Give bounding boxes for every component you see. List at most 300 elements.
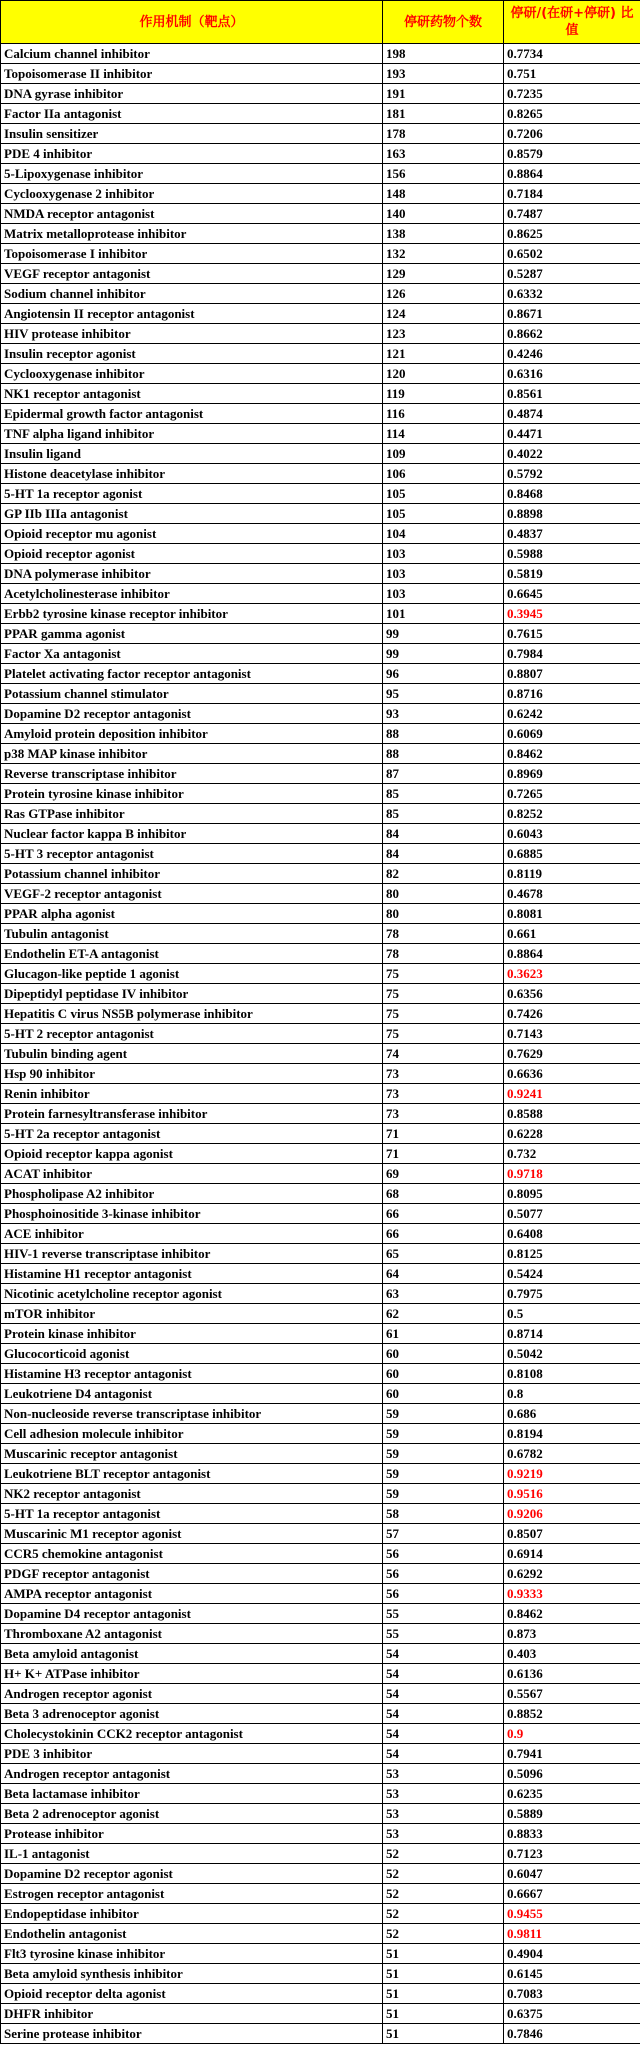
table-row bbox=[1, 1344, 640, 1364]
cell-ratio: 0.732 bbox=[504, 1144, 640, 1164]
cell-count: 51 bbox=[383, 1984, 504, 2004]
table-row bbox=[1, 724, 640, 744]
cell-ratio: 0.9241 bbox=[504, 1084, 640, 1104]
cell-mechanism: IL-1 antagonist bbox=[1, 1844, 383, 1864]
cell-ratio: 0.8507 bbox=[504, 1524, 640, 1544]
cell-count: 51 bbox=[383, 2004, 504, 2024]
cell-ratio: 0.4246 bbox=[504, 344, 640, 364]
table-row bbox=[1, 1144, 640, 1164]
cell-count: 85 bbox=[383, 804, 504, 824]
cell-count: 54 bbox=[383, 1724, 504, 1744]
cell-count: 78 bbox=[383, 924, 504, 944]
table-row bbox=[1, 1884, 640, 1904]
cell-mechanism: Tubulin binding agent bbox=[1, 1044, 383, 1064]
table-row bbox=[1, 464, 640, 484]
table-row bbox=[1, 44, 640, 64]
cell-mechanism: Hsp 90 inhibitor bbox=[1, 1064, 383, 1084]
cell-mechanism: Non-nucleoside reverse transcriptase inhibitor bbox=[1, 1404, 383, 1424]
table-row bbox=[1, 864, 640, 884]
cell-count: 99 bbox=[383, 644, 504, 664]
cell-count: 53 bbox=[383, 1784, 504, 1804]
cell-count: 59 bbox=[383, 1404, 504, 1424]
cell-mechanism: H+ K+ ATPase inhibitor bbox=[1, 1664, 383, 1684]
cell-ratio: 0.9516 bbox=[504, 1484, 640, 1504]
table-row bbox=[1, 124, 640, 144]
cell-mechanism: Factor Xa antagonist bbox=[1, 644, 383, 664]
cell-mechanism: Dopamine D2 receptor antagonist bbox=[1, 704, 383, 724]
cell-mechanism: HIV-1 reverse transcriptase inhibitor bbox=[1, 1244, 383, 1264]
table-row bbox=[1, 264, 640, 284]
cell-count: 63 bbox=[383, 1284, 504, 1304]
cell-ratio: 0.5819 bbox=[504, 564, 640, 584]
header-ratio: 停研/(在研+停研) 比值 bbox=[504, 1, 640, 44]
cell-count: 59 bbox=[383, 1484, 504, 1504]
cell-ratio: 0.9718 bbox=[504, 1164, 640, 1184]
cell-count: 84 bbox=[383, 844, 504, 864]
table-row bbox=[1, 544, 640, 564]
cell-count: 59 bbox=[383, 1464, 504, 1484]
cell-mechanism: Insulin receptor agonist bbox=[1, 344, 383, 364]
cell-mechanism: AMPA receptor antagonist bbox=[1, 1584, 383, 1604]
cell-mechanism: 5-HT 1a receptor agonist bbox=[1, 484, 383, 504]
cell-mechanism: ACE inhibitor bbox=[1, 1224, 383, 1244]
cell-count: 119 bbox=[383, 384, 504, 404]
cell-ratio: 0.3945 bbox=[504, 604, 640, 624]
cell-count: 103 bbox=[383, 564, 504, 584]
cell-mechanism: PPAR gamma agonist bbox=[1, 624, 383, 644]
cell-ratio: 0.8468 bbox=[504, 484, 640, 504]
cell-ratio: 0.7083 bbox=[504, 1984, 640, 2004]
cell-count: 106 bbox=[383, 464, 504, 484]
cell-mechanism: mTOR inhibitor bbox=[1, 1304, 383, 1324]
cell-count: 99 bbox=[383, 624, 504, 644]
cell-mechanism: Opioid receptor delta agonist bbox=[1, 1984, 383, 2004]
table-row bbox=[1, 584, 640, 604]
cell-mechanism: Protease inhibitor bbox=[1, 1824, 383, 1844]
cell-count: 78 bbox=[383, 944, 504, 964]
cell-mechanism: Factor IIa antagonist bbox=[1, 104, 383, 124]
cell-ratio: 0.4837 bbox=[504, 524, 640, 544]
cell-count: 129 bbox=[383, 264, 504, 284]
cell-mechanism: Beta lactamase inhibitor bbox=[1, 1784, 383, 1804]
cell-count: 123 bbox=[383, 324, 504, 344]
table-row bbox=[1, 1564, 640, 1584]
table-row bbox=[1, 1864, 640, 1884]
cell-ratio: 0.6782 bbox=[504, 1444, 640, 1464]
cell-ratio: 0.7629 bbox=[504, 1044, 640, 1064]
cell-mechanism: Phospholipase A2 inhibitor bbox=[1, 1184, 383, 1204]
cell-count: 52 bbox=[383, 1864, 504, 1884]
cell-mechanism: NMDA receptor antagonist bbox=[1, 204, 383, 224]
cell-ratio: 0.751 bbox=[504, 64, 640, 84]
cell-ratio: 0.7123 bbox=[504, 1844, 640, 1864]
table-body bbox=[1, 44, 640, 2044]
cell-ratio: 0.9206 bbox=[504, 1504, 640, 1524]
table-row bbox=[1, 1284, 640, 1304]
table-row bbox=[1, 1224, 640, 1244]
cell-ratio: 0.7184 bbox=[504, 184, 640, 204]
cell-mechanism: Beta 3 adrenoceptor agonist bbox=[1, 1704, 383, 1724]
cell-mechanism: Potassium channel inhibitor bbox=[1, 864, 383, 884]
table-row bbox=[1, 144, 640, 164]
cell-ratio: 0.8852 bbox=[504, 1704, 640, 1724]
cell-count: 178 bbox=[383, 124, 504, 144]
cell-mechanism: Opioid receptor mu agonist bbox=[1, 524, 383, 544]
cell-count: 60 bbox=[383, 1384, 504, 1404]
cell-count: 103 bbox=[383, 544, 504, 564]
table-row bbox=[1, 1484, 640, 1504]
cell-count: 75 bbox=[383, 964, 504, 984]
cell-mechanism: Histamine H3 receptor antagonist bbox=[1, 1364, 383, 1384]
cell-ratio: 0.7235 bbox=[504, 84, 640, 104]
cell-count: 140 bbox=[383, 204, 504, 224]
cell-mechanism: Glucocorticoid agonist bbox=[1, 1344, 383, 1364]
cell-ratio: 0.4022 bbox=[504, 444, 640, 464]
table-row bbox=[1, 2024, 640, 2044]
cell-ratio: 0.8714 bbox=[504, 1324, 640, 1344]
table-row bbox=[1, 84, 640, 104]
cell-ratio: 0.8 bbox=[504, 1384, 640, 1404]
cell-ratio: 0.7984 bbox=[504, 644, 640, 664]
cell-mechanism: PDE 3 inhibitor bbox=[1, 1744, 383, 1764]
cell-ratio: 0.7143 bbox=[504, 1024, 640, 1044]
cell-count: 88 bbox=[383, 744, 504, 764]
cell-ratio: 0.5792 bbox=[504, 464, 640, 484]
table-row bbox=[1, 404, 640, 424]
table-row bbox=[1, 1524, 640, 1544]
cell-mechanism: Calcium channel inhibitor bbox=[1, 44, 383, 64]
table-row bbox=[1, 624, 640, 644]
table-row bbox=[1, 924, 640, 944]
cell-count: 181 bbox=[383, 104, 504, 124]
table-row bbox=[1, 1204, 640, 1224]
cell-ratio: 0.5424 bbox=[504, 1264, 640, 1284]
cell-mechanism: Topoisomerase II inhibitor bbox=[1, 64, 383, 84]
cell-ratio: 0.5096 bbox=[504, 1764, 640, 1784]
table-row bbox=[1, 164, 640, 184]
cell-mechanism: DHFR inhibitor bbox=[1, 2004, 383, 2024]
cell-mechanism: Dopamine D2 receptor agonist bbox=[1, 1864, 383, 1884]
cell-ratio: 0.7734 bbox=[504, 44, 640, 64]
cell-mechanism: Endopeptidase inhibitor bbox=[1, 1904, 383, 1924]
cell-mechanism: 5-HT 3 receptor antagonist bbox=[1, 844, 383, 864]
cell-ratio: 0.6242 bbox=[504, 704, 640, 724]
cell-count: 56 bbox=[383, 1584, 504, 1604]
cell-count: 132 bbox=[383, 244, 504, 264]
cell-ratio: 0.8108 bbox=[504, 1364, 640, 1384]
cell-count: 54 bbox=[383, 1664, 504, 1684]
cell-mechanism: PDGF receptor antagonist bbox=[1, 1564, 383, 1584]
cell-mechanism: Dipeptidyl peptidase IV inhibitor bbox=[1, 984, 383, 1004]
table-row bbox=[1, 1384, 640, 1404]
table-row bbox=[1, 884, 640, 904]
cell-count: 105 bbox=[383, 504, 504, 524]
cell-mechanism: Cyclooxygenase 2 inhibitor bbox=[1, 184, 383, 204]
table-row bbox=[1, 784, 640, 804]
cell-ratio: 0.5042 bbox=[504, 1344, 640, 1364]
cell-mechanism: Phosphoinositide 3-kinase inhibitor bbox=[1, 1204, 383, 1224]
cell-mechanism: Insulin sensitizer bbox=[1, 124, 383, 144]
table-row bbox=[1, 1504, 640, 1524]
cell-mechanism: Renin inhibitor bbox=[1, 1084, 383, 1104]
cell-count: 114 bbox=[383, 424, 504, 444]
cell-mechanism: VEGF receptor antagonist bbox=[1, 264, 383, 284]
cell-count: 80 bbox=[383, 884, 504, 904]
cell-count: 87 bbox=[383, 764, 504, 784]
table-row bbox=[1, 1424, 640, 1444]
table-header-row bbox=[1, 1, 640, 44]
cell-ratio: 0.7941 bbox=[504, 1744, 640, 1764]
cell-count: 68 bbox=[383, 1184, 504, 1204]
cell-count: 116 bbox=[383, 404, 504, 424]
cell-count: 95 bbox=[383, 684, 504, 704]
cell-count: 104 bbox=[383, 524, 504, 544]
cell-mechanism: 5-HT 1a receptor antagonist bbox=[1, 1504, 383, 1524]
cell-ratio: 0.6043 bbox=[504, 824, 640, 844]
cell-count: 57 bbox=[383, 1524, 504, 1544]
cell-ratio: 0.7265 bbox=[504, 784, 640, 804]
cell-count: 62 bbox=[383, 1304, 504, 1324]
cell-mechanism: Nuclear factor kappa B inhibitor bbox=[1, 824, 383, 844]
cell-mechanism: Dopamine D4 receptor antagonist bbox=[1, 1604, 383, 1624]
table-row bbox=[1, 484, 640, 504]
table-row bbox=[1, 1584, 640, 1604]
table-row bbox=[1, 1664, 640, 1684]
table-row bbox=[1, 1984, 640, 2004]
cell-ratio: 0.8194 bbox=[504, 1424, 640, 1444]
table-row bbox=[1, 984, 640, 1004]
cell-mechanism: VEGF-2 receptor antagonist bbox=[1, 884, 383, 904]
cell-mechanism: Ras GTPase inhibitor bbox=[1, 804, 383, 824]
cell-mechanism: TNF alpha ligand inhibitor bbox=[1, 424, 383, 444]
cell-mechanism: Muscarinic receptor antagonist bbox=[1, 1444, 383, 1464]
cell-ratio: 0.4874 bbox=[504, 404, 640, 424]
table-row bbox=[1, 744, 640, 764]
table-row bbox=[1, 1604, 640, 1624]
cell-ratio: 0.6235 bbox=[504, 1784, 640, 1804]
cell-ratio: 0.4471 bbox=[504, 424, 640, 444]
cell-count: 53 bbox=[383, 1764, 504, 1784]
table-row bbox=[1, 1964, 640, 1984]
table-row bbox=[1, 684, 640, 704]
cell-count: 120 bbox=[383, 364, 504, 384]
table-row bbox=[1, 824, 640, 844]
cell-mechanism: CCR5 chemokine antagonist bbox=[1, 1544, 383, 1564]
table-row bbox=[1, 1084, 640, 1104]
table-row bbox=[1, 1764, 640, 1784]
cell-mechanism: Cell adhesion molecule inhibitor bbox=[1, 1424, 383, 1444]
cell-count: 109 bbox=[383, 444, 504, 464]
cell-ratio: 0.8864 bbox=[504, 944, 640, 964]
cell-count: 65 bbox=[383, 1244, 504, 1264]
cell-mechanism: Cyclooxygenase inhibitor bbox=[1, 364, 383, 384]
cell-ratio: 0.5567 bbox=[504, 1684, 640, 1704]
cell-count: 53 bbox=[383, 1824, 504, 1844]
table-row bbox=[1, 944, 640, 964]
cell-mechanism: ACAT inhibitor bbox=[1, 1164, 383, 1184]
cell-count: 69 bbox=[383, 1164, 504, 1184]
cell-mechanism: HIV protease inhibitor bbox=[1, 324, 383, 344]
cell-ratio: 0.686 bbox=[504, 1404, 640, 1424]
cell-ratio: 0.8969 bbox=[504, 764, 640, 784]
table-row bbox=[1, 1724, 640, 1744]
cell-count: 66 bbox=[383, 1204, 504, 1224]
cell-mechanism: Androgen receptor antagonist bbox=[1, 1764, 383, 1784]
cell-count: 55 bbox=[383, 1604, 504, 1624]
table-row bbox=[1, 904, 640, 924]
cell-count: 75 bbox=[383, 984, 504, 1004]
cell-mechanism: Opioid receptor kappa agonist bbox=[1, 1144, 383, 1164]
cell-ratio: 0.8716 bbox=[504, 684, 640, 704]
cell-mechanism: PDE 4 inhibitor bbox=[1, 144, 383, 164]
cell-mechanism: Beta amyloid antagonist bbox=[1, 1644, 383, 1664]
cell-ratio: 0.403 bbox=[504, 1644, 640, 1664]
cell-mechanism: Histamine H1 receptor antagonist bbox=[1, 1264, 383, 1284]
table-row bbox=[1, 1544, 640, 1564]
cell-ratio: 0.8462 bbox=[504, 1604, 640, 1624]
table-row bbox=[1, 444, 640, 464]
cell-ratio: 0.661 bbox=[504, 924, 640, 944]
table-row bbox=[1, 364, 640, 384]
cell-mechanism: p38 MAP kinase inhibitor bbox=[1, 744, 383, 764]
cell-ratio: 0.5 bbox=[504, 1304, 640, 1324]
cell-count: 124 bbox=[383, 304, 504, 324]
cell-count: 74 bbox=[383, 1044, 504, 1064]
table-row bbox=[1, 1164, 640, 1184]
cell-count: 121 bbox=[383, 344, 504, 364]
cell-ratio: 0.8662 bbox=[504, 324, 640, 344]
cell-mechanism: Protein kinase inhibitor bbox=[1, 1324, 383, 1344]
cell-ratio: 0.8671 bbox=[504, 304, 640, 324]
cell-count: 82 bbox=[383, 864, 504, 884]
cell-count: 54 bbox=[383, 1744, 504, 1764]
cell-count: 105 bbox=[383, 484, 504, 504]
cell-count: 73 bbox=[383, 1064, 504, 1084]
cell-mechanism: Angiotensin II receptor antagonist bbox=[1, 304, 383, 324]
cell-ratio: 0.4904 bbox=[504, 1944, 640, 1964]
table-row bbox=[1, 1064, 640, 1084]
cell-ratio: 0.8095 bbox=[504, 1184, 640, 1204]
cell-ratio: 0.5988 bbox=[504, 544, 640, 564]
cell-ratio: 0.8081 bbox=[504, 904, 640, 924]
cell-ratio: 0.6667 bbox=[504, 1884, 640, 1904]
cell-count: 138 bbox=[383, 224, 504, 244]
cell-mechanism: NK2 receptor antagonist bbox=[1, 1484, 383, 1504]
cell-count: 71 bbox=[383, 1124, 504, 1144]
table-row bbox=[1, 1744, 640, 1764]
table-row bbox=[1, 1264, 640, 1284]
cell-ratio: 0.6502 bbox=[504, 244, 640, 264]
table-row bbox=[1, 504, 640, 524]
table-row bbox=[1, 1944, 640, 1964]
cell-mechanism: DNA polymerase inhibitor bbox=[1, 564, 383, 584]
cell-mechanism: Histone deacetylase inhibitor bbox=[1, 464, 383, 484]
cell-count: 80 bbox=[383, 904, 504, 924]
cell-mechanism: Platelet activating factor receptor antagonist bbox=[1, 664, 383, 684]
table-row bbox=[1, 764, 640, 784]
cell-mechanism: Beta amyloid synthesis inhibitor bbox=[1, 1964, 383, 1984]
cell-mechanism: Flt3 tyrosine kinase inhibitor bbox=[1, 1944, 383, 1964]
cell-count: 75 bbox=[383, 1004, 504, 1024]
cell-count: 73 bbox=[383, 1084, 504, 1104]
cell-ratio: 0.6636 bbox=[504, 1064, 640, 1084]
cell-count: 163 bbox=[383, 144, 504, 164]
table-row bbox=[1, 1784, 640, 1804]
cell-ratio: 0.7426 bbox=[504, 1004, 640, 1024]
cell-mechanism: Nicotinic acetylcholine receptor agonist bbox=[1, 1284, 383, 1304]
cell-ratio: 0.7846 bbox=[504, 2024, 640, 2044]
cell-count: 53 bbox=[383, 1804, 504, 1824]
table-row bbox=[1, 384, 640, 404]
cell-count: 64 bbox=[383, 1264, 504, 1284]
cell-ratio: 0.4678 bbox=[504, 884, 640, 904]
cell-count: 51 bbox=[383, 1964, 504, 1984]
cell-mechanism: Insulin ligand bbox=[1, 444, 383, 464]
table-row bbox=[1, 564, 640, 584]
table-row bbox=[1, 704, 640, 724]
cell-mechanism: Cholecystokinin CCK2 receptor antagonist bbox=[1, 1724, 383, 1744]
cell-ratio: 0.6316 bbox=[504, 364, 640, 384]
cell-count: 156 bbox=[383, 164, 504, 184]
table-row bbox=[1, 2004, 640, 2024]
table-row bbox=[1, 1404, 640, 1424]
cell-ratio: 0.8462 bbox=[504, 744, 640, 764]
cell-mechanism: Opioid receptor agonist bbox=[1, 544, 383, 564]
cell-count: 84 bbox=[383, 824, 504, 844]
cell-mechanism: Serine protease inhibitor bbox=[1, 2024, 383, 2044]
cell-count: 54 bbox=[383, 1684, 504, 1704]
cell-count: 96 bbox=[383, 664, 504, 684]
cell-ratio: 0.6914 bbox=[504, 1544, 640, 1564]
cell-count: 52 bbox=[383, 1884, 504, 1904]
cell-ratio: 0.5287 bbox=[504, 264, 640, 284]
cell-ratio: 0.5077 bbox=[504, 1204, 640, 1224]
cell-count: 56 bbox=[383, 1564, 504, 1584]
table-row bbox=[1, 664, 640, 684]
table-row bbox=[1, 524, 640, 544]
table-row bbox=[1, 1364, 640, 1384]
cell-count: 52 bbox=[383, 1924, 504, 1944]
cell-count: 59 bbox=[383, 1424, 504, 1444]
cell-count: 191 bbox=[383, 84, 504, 104]
cell-mechanism: Thromboxane A2 antagonist bbox=[1, 1624, 383, 1644]
cell-mechanism: Leukotriene D4 antagonist bbox=[1, 1384, 383, 1404]
table-row bbox=[1, 1624, 640, 1644]
table-row bbox=[1, 844, 640, 864]
cell-ratio: 0.6408 bbox=[504, 1224, 640, 1244]
cell-mechanism: Androgen receptor agonist bbox=[1, 1684, 383, 1704]
cell-count: 75 bbox=[383, 1024, 504, 1044]
cell-ratio: 0.6136 bbox=[504, 1664, 640, 1684]
cell-mechanism: Glucagon-like peptide 1 agonist bbox=[1, 964, 383, 984]
cell-count: 193 bbox=[383, 64, 504, 84]
cell-mechanism: Matrix metalloprotease inhibitor bbox=[1, 224, 383, 244]
cell-mechanism: NK1 receptor antagonist bbox=[1, 384, 383, 404]
cell-mechanism: Erbb2 tyrosine kinase receptor inhibitor bbox=[1, 604, 383, 624]
cell-mechanism: PPAR alpha agonist bbox=[1, 904, 383, 924]
table-row bbox=[1, 1464, 640, 1484]
cell-ratio: 0.6356 bbox=[504, 984, 640, 1004]
cell-mechanism: Protein farnesyltransferase inhibitor bbox=[1, 1104, 383, 1124]
table-row bbox=[1, 1844, 640, 1864]
table-row bbox=[1, 424, 640, 444]
cell-mechanism: Potassium channel stimulator bbox=[1, 684, 383, 704]
cell-count: 51 bbox=[383, 1944, 504, 1964]
cell-ratio: 0.8898 bbox=[504, 504, 640, 524]
cell-count: 59 bbox=[383, 1444, 504, 1464]
table-row bbox=[1, 1304, 640, 1324]
table-row bbox=[1, 1004, 640, 1024]
